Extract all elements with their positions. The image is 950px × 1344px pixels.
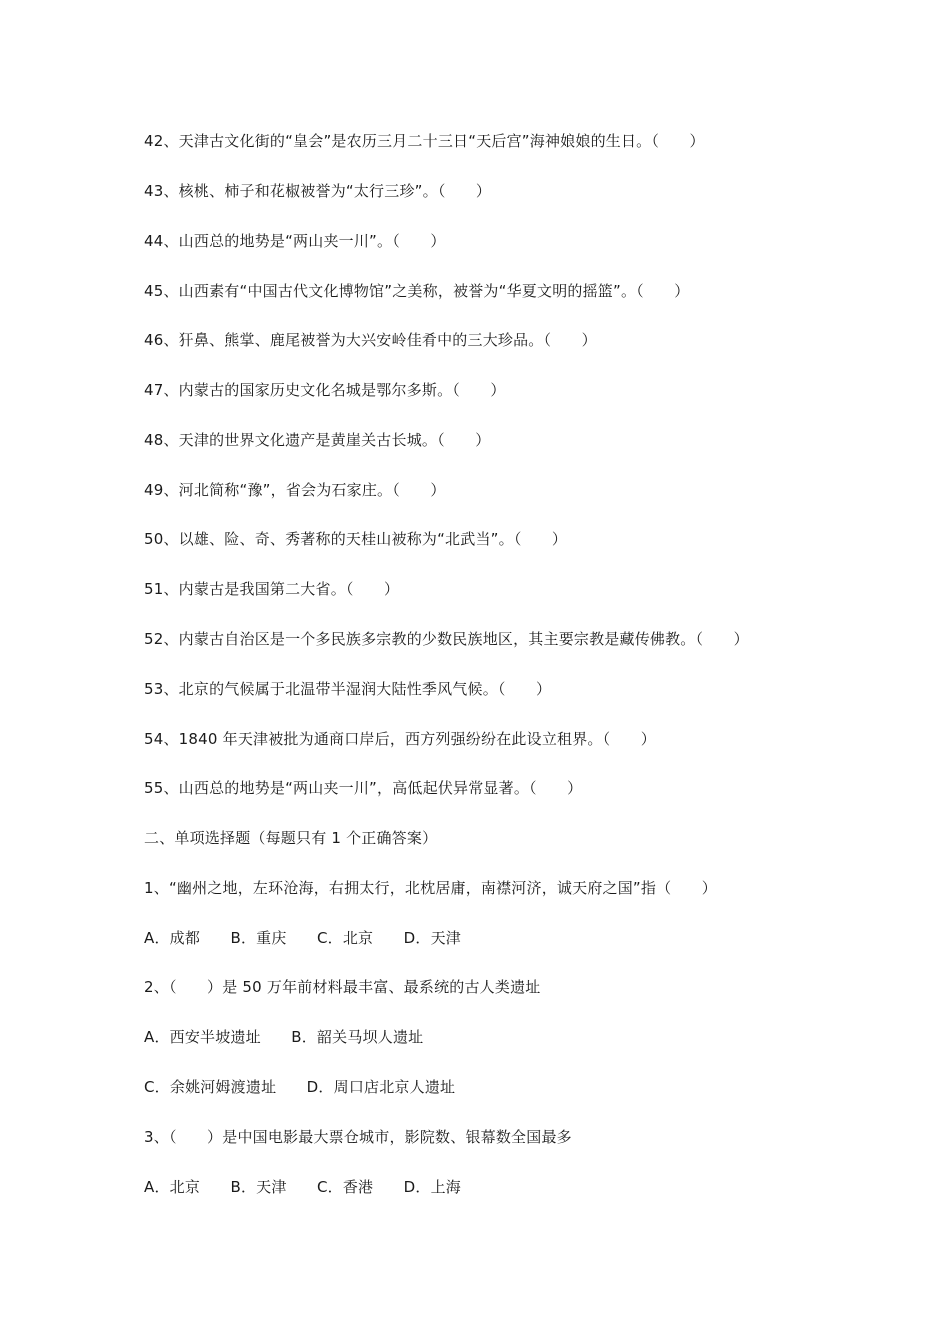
choice-options-2b: C．余姚河姆渡遗址 D．周口店北京人遗址: [144, 1078, 456, 1096]
choice-question-2: 2、（ ）是 50 万年前材料最丰富、最系统的古人类遗址: [144, 978, 541, 996]
true-false-question-54: 54、1840 年天津被批为通商口岸后，西方列强纷纷在此设立租界。（ ）: [144, 730, 656, 748]
section-heading: 二、单项选择题（每题只有 1 个正确答案）: [144, 829, 438, 847]
true-false-question-49: 49、河北简称“豫”，省会为石家庄。（ ）: [144, 481, 446, 499]
choice-options-2a: A．西安半坡遗址 B．韶关马坝人遗址: [144, 1028, 424, 1046]
choice-options-1: A．成都 B．重庆 C．北京 D．天津: [144, 929, 461, 947]
true-false-question-47: 47、内蒙古的国家历史文化名城是鄂尔多斯。（ ）: [144, 381, 506, 399]
true-false-question-46: 46、犴鼻、熊掌、鹿尾被誉为大兴安岭佳肴中的三大珍品。（ ）: [144, 331, 597, 349]
true-false-question-48: 48、天津的世界文化遗产是黄崖关古长城。（ ）: [144, 431, 491, 449]
choice-question-3: 3、（ ）是中国电影最大票仓城市，影院数、银幕数全国最多: [144, 1128, 572, 1146]
true-false-question-45: 45、山西素有“中国古代文化博物馆”之美称，被誉为“华夏文明的摇篮”。（ ）: [144, 282, 690, 300]
true-false-question-53: 53、北京的气候属于北温带半湿润大陆性季风气候。（ ）: [144, 680, 552, 698]
choice-options-3: A．北京 B．天津 C．香港 D．上海: [144, 1178, 461, 1196]
true-false-question-50: 50、以雄、险、奇、秀著称的天桂山被称为“北武当”。（ ）: [144, 530, 568, 548]
true-false-question-51: 51、内蒙古是我国第二大省。（ ）: [144, 580, 400, 598]
true-false-question-42: 42、天津古文化街的“皇会”是农历三月二十三日“天后宫”海神娘娘的生日。（ ）: [144, 132, 705, 150]
true-false-question-44: 44、山西总的地势是“两山夹一川”。（ ）: [144, 232, 446, 250]
choice-question-1: 1、“幽州之地，左环沧海，右拥太行，北枕居庸，南襟河济，诚天府之国”指（ ）: [144, 879, 717, 897]
true-false-question-52: 52、内蒙古自治区是一个多民族多宗教的少数民族地区，其主要宗教是藏传佛教。（ ）: [144, 630, 749, 648]
true-false-question-43: 43、核桃、柿子和花椒被誉为“太行三珍”。（ ）: [144, 182, 492, 200]
true-false-question-55: 55、山西总的地势是“两山夹一川”，高低起伏异常显著。（ ）: [144, 779, 583, 797]
